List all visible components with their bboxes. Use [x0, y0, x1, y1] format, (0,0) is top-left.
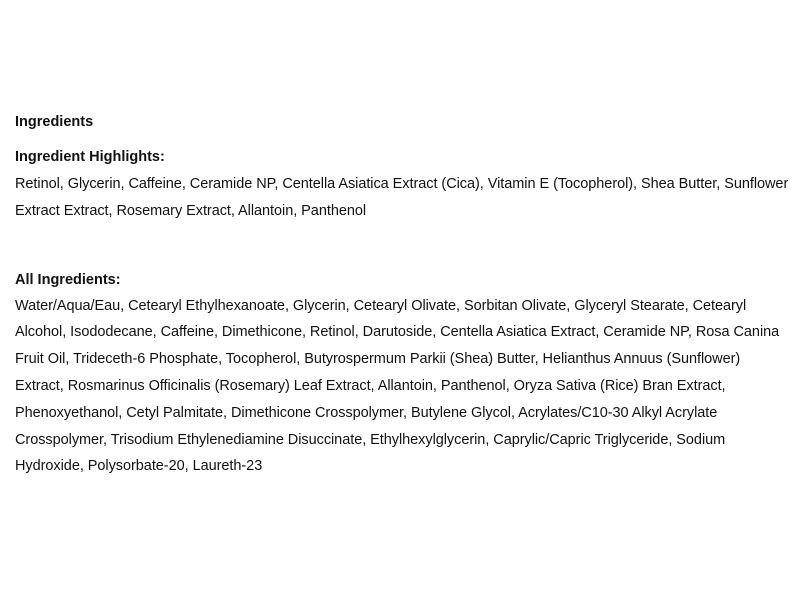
ingredient-highlights-block: [15, 147, 790, 225]
highlights-title: Ingredient Highlights:: [15, 149, 165, 165]
page-heading: Ingredients: [15, 114, 94, 130]
all-ingredients-block: [15, 270, 790, 481]
all-ingredients-title: All Ingredients:: [15, 271, 121, 288]
highlights-text: Retinol, Glycerin, Caffeine, Ceramide NP, Centella Asiatica Extract (Cica), Vitamin E (Tocopherol), Shea Butter, Sunflower Extract Extract, Rosemary Extract, Allantoin, Panthenol: [15, 176, 789, 219]
ingredients-section: [15, 112, 790, 480]
all-ingredients-text: Water/Aqua/Eau, Cetearyl Ethylhexanoate, Glycerin, Cetearyl Olivate, Sorbitan Olivate, Glyceryl Stearate, Cetearyl Alcohol, Isododecane, Caffeine, Dimethicone, Retinol, Darutoside, Centella Asiatica Extract, Ceramide NP, Rosa Canina Fruit Oil, Trideceth-6 Phosphate, Tocopherol, Butyrospermum Parkii (Shea) Butter, Helianthus Annuus (Sunflower) Extract, Rosmarinus Officinalis (Rosemary) Leaf Extract, Allantoin, Panthenol, Oryza Sativa (Rice) Bran Extract, Phenoxyethanol, Cetyl Palmitate, Dimethicone Crosspolymer, Butylene Glycol, Acrylates/C10-30 Alkyl Acrylate Crosspolymer, Trisodium Ethylenediamine Disuccinate, Ethylhexylglycerin, Caprylic/Capric Triglyceride, Sodium Hydroxide, Polysorbate-20, Laureth-23: [15, 297, 780, 475]
